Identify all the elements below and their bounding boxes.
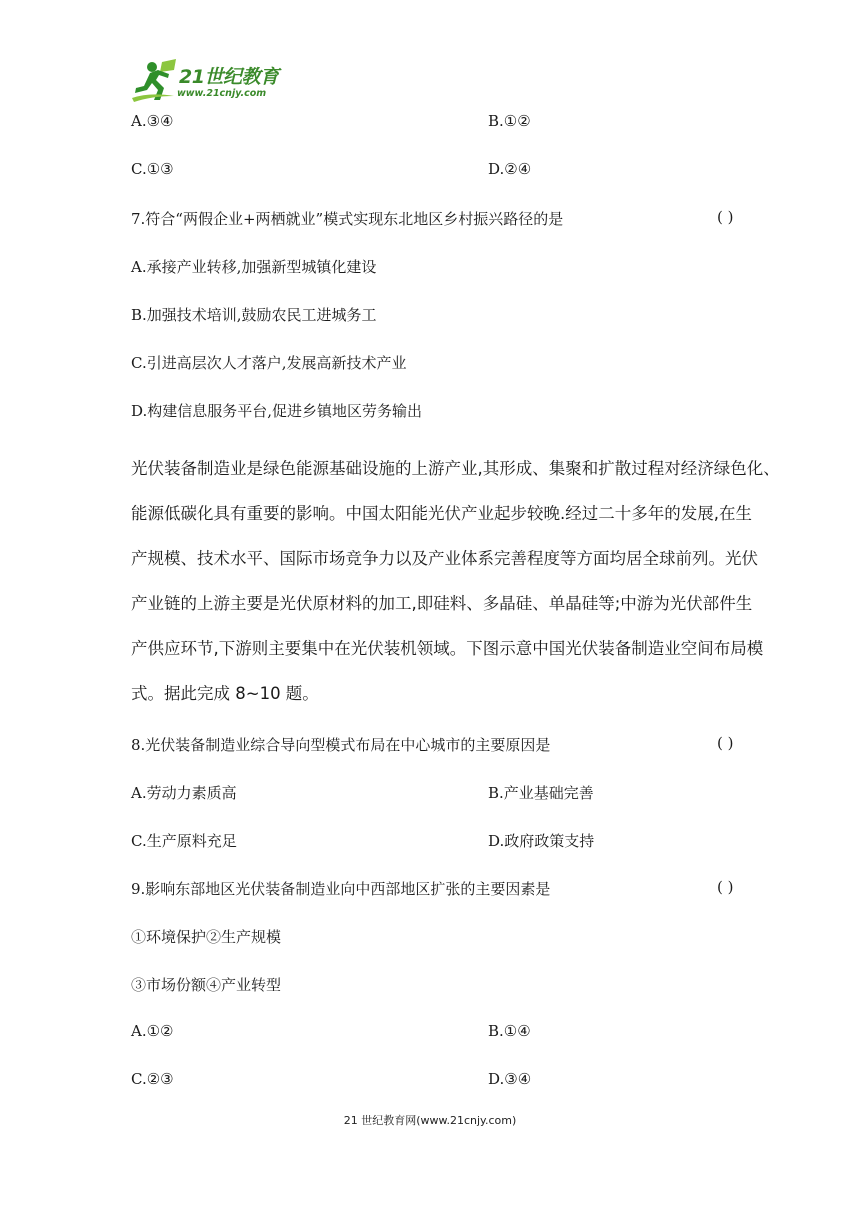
passage-line: 产规模、技术水平、国际市场竞争力以及产业体系完善程度等方面均居全球前列。光伏 [131,549,758,568]
q7-answer-paren: ( ) [717,208,734,226]
q6-option-a: A.③④ [131,112,174,130]
q6-option-d: D.②④ [488,160,532,178]
q9-item-3-4: ③市场份额④产业转型 [131,976,282,994]
q8-answer-paren: ( ) [717,734,734,752]
q6-option-c: C.①③ [131,160,174,178]
runner-icon [130,58,178,104]
passage-line: 产供应环节,下游则主要集中在光伏装机领域。下图示意中国光伏装备制造业空间布局模 [131,639,764,658]
page-footer: 21 世纪教育网(www.21cnjy.com) [343,1114,517,1127]
passage-line: 式。据此完成 8~10 题。 [131,684,319,703]
q7-option-c: C.引进高层次人才落户,发展高新技术产业 [131,354,407,372]
q7-option-d: D.构建信息服务平台,促进乡镇地区劳务输出 [131,402,423,420]
q8-option-c: C.生产原料充足 [131,832,237,850]
q7-option-b: B.加强技术培训,鼓励农民工进城务工 [131,306,377,324]
logo-text: 21世纪教育 [179,66,279,88]
q9-option-c: C.②③ [131,1070,174,1088]
q8-option-a: A.劳动力素质高 [131,784,237,802]
passage-line: 能源低碳化具有重要的影响。中国太阳能光伏产业起步较晚.经过二十多年的发展,在生 [131,504,752,523]
q7-stem: 7.符合“两假企业+两栖就业”模式实现东北地区乡村振兴路径的是 [131,210,564,228]
q8-option-d: D.政府政策支持 [488,832,595,850]
q7-option-a: A.承接产业转移,加强新型城镇化建设 [131,258,377,276]
q9-option-b: B.①④ [488,1022,531,1040]
passage-line: 光伏装备制造业是绿色能源基础设施的上游产业,其形成、集聚和扩散过程对经济绿色化、 [131,459,780,478]
q9-answer-paren: ( ) [717,878,734,896]
q9-option-d: D.③④ [488,1070,532,1088]
q8-stem: 8.光伏装备制造业综合导向型模式布局在中心城市的主要原因是 [131,736,551,754]
q9-option-a: A.①② [131,1022,174,1040]
q9-stem: 9.影响东部地区光伏装备制造业向中西部地区扩张的主要因素是 [131,880,551,898]
site-logo [130,58,305,106]
q8-option-b: B.产业基础完善 [488,784,594,802]
q6-option-b: B.①② [488,112,531,130]
q9-item-1-2: ①环境保护②生产规模 [131,928,282,946]
passage-line: 产业链的上游主要是光伏原材料的加工,即硅料、多晶硅、单晶硅等;中游为光伏部件生 [131,594,753,613]
logo-url: www.21cnjy.com [177,88,267,99]
